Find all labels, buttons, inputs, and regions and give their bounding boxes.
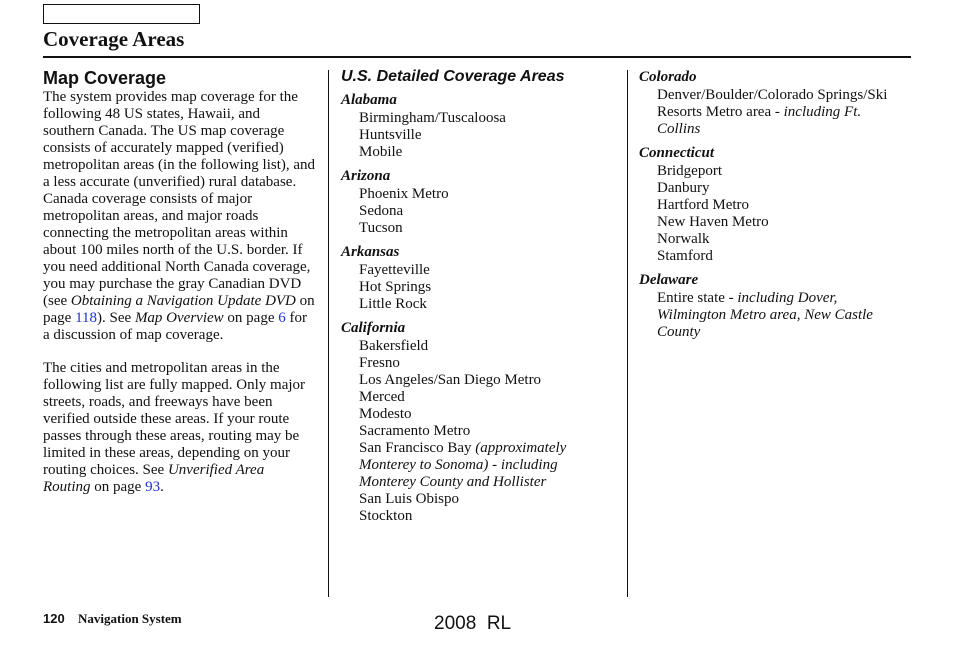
column-divider-1 (328, 70, 329, 597)
coverage-paragraph-2: The cities and metropolitan areas in the following list are fully mapped. Only major streets, roads, and freeways have been verified outside these areas. If your route passes through these areas, routing may be limited in these areas, depending on your routing choices. See Unverified Area Routing on page 93. (43, 360, 306, 495)
state-connecticut: Connecticut (639, 145, 715, 161)
city-item: Bakersfield (359, 338, 429, 354)
coverage-paragraph-1: The system provides map coverage for the following 48 US states, Hawaii, and southern Canada. The US map coverage consists of accurately mapped (verified) metropolitan areas (in the following list), and a less accurate (unverified) rural database. Canada coverage consists of major metropolitan areas, and major roads connecting the metropolitan areas within about 100 miles north of the U.S. border. If you need additional North Canada coverage, you may purchase the gray Canadian DVD (see Obtaining a Navigation Update DVD on page 118). See Map Overview on page 6 for a discussion of map coverage. (43, 89, 316, 343)
city-item: Hartford Metro (657, 197, 750, 213)
us-coverage-heading: U.S. Detailed Coverage Areas (341, 68, 565, 85)
city-item-colorado: Denver/Boulder/Colorado Springs/Ski Resorts Metro area - including Ft. Collins (657, 87, 888, 137)
city-item: Bridgeport (657, 163, 722, 179)
city-item-san-francisco: San Francisco Bay (approximately Monterey to Sonoma) - including Monterey County and Hollister (359, 440, 567, 490)
header-tab-box (43, 4, 200, 24)
left-column (43, 67, 315, 496)
footer-model-label: 2008 RL (434, 613, 512, 634)
page-title: Coverage Areas (43, 27, 185, 51)
map-coverage-heading: Map Coverage (43, 68, 167, 88)
city-item: Tucson (359, 220, 403, 236)
city-item: Fresno (359, 355, 400, 371)
city-item: Little Rock (359, 296, 427, 312)
state-arkansas: Arkansas (341, 244, 400, 260)
state-colorado: Colorado (639, 69, 697, 85)
column-divider-2 (627, 70, 628, 597)
city-item: Sacramento Metro (359, 423, 471, 439)
page-link-93[interactable]: 93 (145, 479, 161, 495)
footer-page-number: 120 (43, 611, 65, 626)
city-item: Norwalk (657, 231, 710, 247)
city-item: Huntsville (359, 127, 422, 143)
city-item: Phoenix Metro (359, 186, 449, 202)
page-link-6[interactable]: 6 (278, 310, 286, 326)
city-item: Stockton (359, 508, 413, 524)
state-alabama: Alabama (341, 92, 397, 108)
city-item: Mobile (359, 144, 403, 160)
right-column (639, 68, 901, 341)
state-california: California (341, 320, 406, 336)
city-item: Fayetteville (359, 262, 430, 278)
city-item: Danbury (657, 180, 710, 196)
city-item-delaware: Entire state - including Dover, Wilmington Metro area, New Castle County (657, 290, 873, 340)
title-divider (43, 56, 911, 58)
city-item: Los Angeles/San Diego Metro (359, 372, 542, 388)
city-item: Hot Springs (359, 279, 432, 295)
city-item: Merced (359, 389, 405, 405)
city-item: New Haven Metro (657, 214, 769, 230)
page-link-118[interactable]: 118 (75, 310, 98, 326)
state-delaware: Delaware (639, 272, 699, 288)
city-item: San Luis Obispo (359, 491, 460, 507)
city-item: Birmingham/Tuscaloosa (359, 110, 506, 126)
state-arizona: Arizona (341, 168, 391, 184)
footer-section-label: Navigation System (78, 611, 182, 626)
city-item: Modesto (359, 406, 412, 422)
city-item: Stamford (657, 248, 713, 264)
city-item: Sedona (359, 203, 404, 219)
middle-column (341, 67, 617, 525)
